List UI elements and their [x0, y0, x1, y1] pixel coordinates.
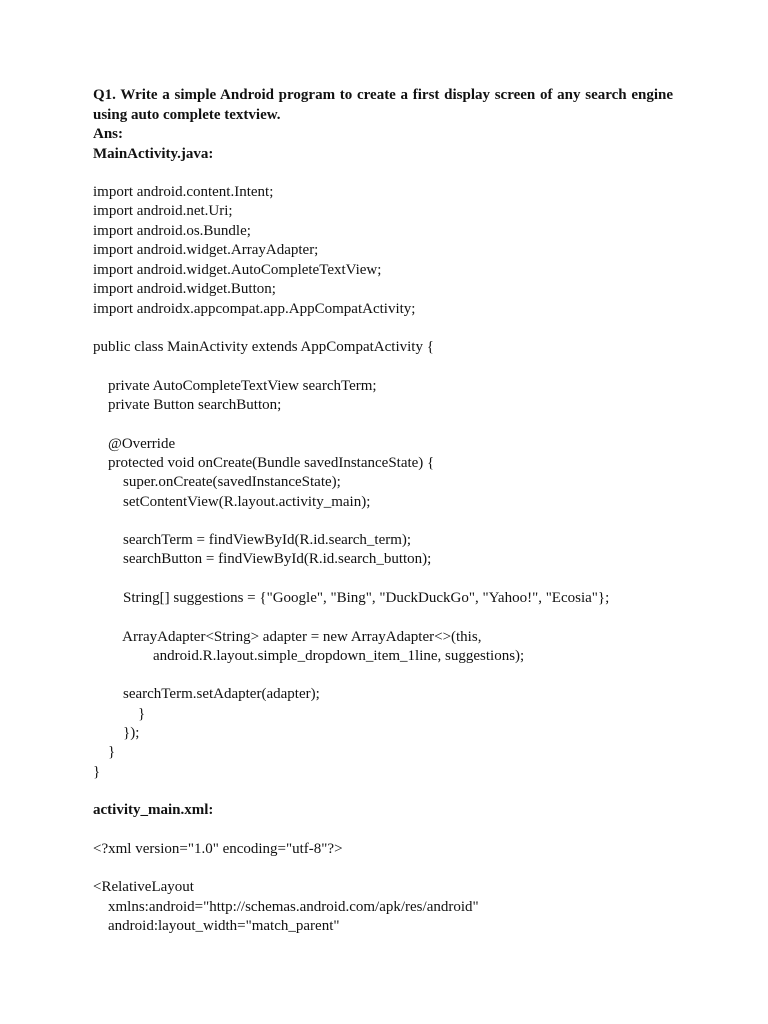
code-line: import android.widget.AutoCompleteTextView; — [93, 262, 382, 278]
code-line: import android.widget.Button; — [93, 281, 276, 297]
code-line: setContentView(R.layout.activity_main); — [93, 494, 371, 510]
code-line: android:layout_width="match_parent" — [93, 918, 340, 934]
code-line: xmlns:android="http://schemas.android.com/apk/res/android" — [93, 899, 479, 915]
code-line: import android.os.Bundle; — [93, 223, 251, 239]
code-line: android.R.layout.simple_dropdown_item_1line, suggestions); — [93, 648, 525, 664]
code-line: searchTerm.setAdapter(adapter); — [93, 686, 320, 702]
code-line: import android.content.Intent; — [93, 184, 274, 200]
code-line: } — [93, 744, 116, 760]
code-line: @Override — [93, 436, 176, 452]
code-line: } — [93, 706, 146, 722]
xml-file-heading: activity_main.xml: — [93, 802, 214, 818]
code-line: }); — [93, 725, 140, 741]
java-file-heading: MainActivity.java: — [93, 146, 214, 162]
code-line: import androidx.appcompat.app.AppCompatActivity; — [93, 301, 416, 317]
code-line: private Button searchButton; — [93, 397, 282, 413]
code-line: <RelativeLayout — [93, 879, 194, 895]
code-line: } — [93, 764, 101, 780]
code-line: searchButton = findViewById(R.id.search_button); — [93, 551, 432, 567]
code-line: import android.widget.ArrayAdapter; — [93, 242, 319, 258]
code-line: public class MainActivity extends AppCompatActivity { — [93, 339, 434, 355]
code-line: private AutoCompleteTextView searchTerm; — [93, 378, 377, 394]
code-line: protected void onCreate(Bundle savedInstanceState) { — [93, 455, 435, 471]
code-line: ArrayAdapter<String> adapter = new ArrayAdapter<>(this, — [93, 629, 482, 645]
code-line: String[] suggestions = {"Google", "Bing", "DuckDuckGo", "Yahoo!", "Ecosia"}; — [93, 590, 610, 606]
question-text: Q1. Write a simple Android program to create a first display screen of any search engine using auto complete textview. — [93, 87, 673, 123]
code-line: import android.net.Uri; — [93, 203, 233, 219]
code-line: searchTerm = findViewById(R.id.search_term); — [93, 532, 412, 548]
answer-label: Ans: — [93, 126, 124, 142]
code-line: super.onCreate(savedInstanceState); — [93, 474, 341, 490]
code-line: <?xml version="1.0" encoding="utf-8"?> — [93, 841, 343, 857]
